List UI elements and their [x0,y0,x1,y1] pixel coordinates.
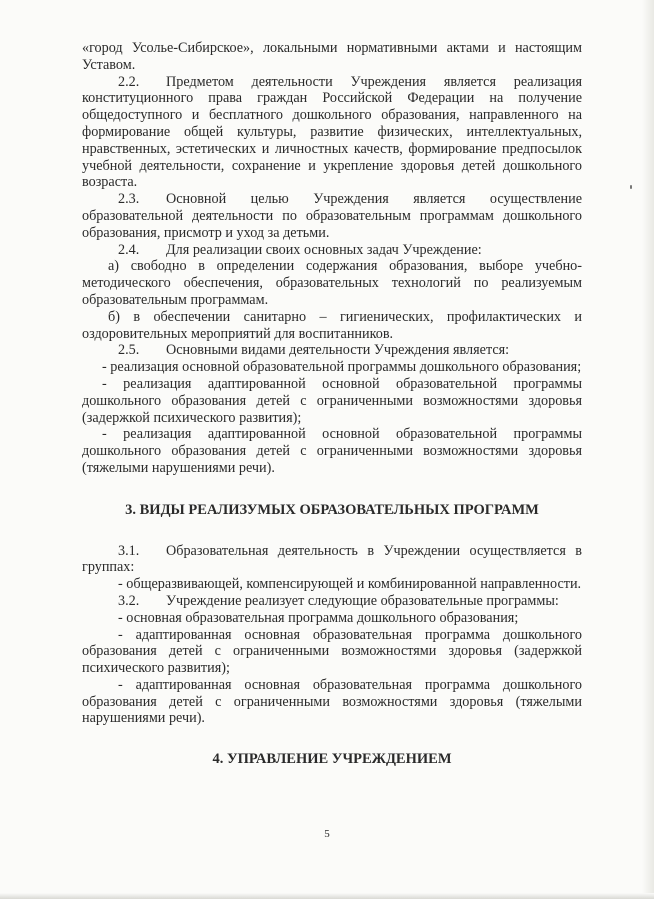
clause-text: Предметом деятельности Учреждения является реализация конституционного права граждан Российской Федерации на получение общедоступного и бесплатного дошкольного образования, направленного на формирование общей культуры, развитие физических, интеллектуальных, нравственных, эстетических и личностных качеств, формирование предпосылок учебной деятельности, сохранение и укрепление здоровья детей дошкольного возраста. [82,73,582,191]
clause-number: 2.5. [118,342,140,359]
intro-paragraph: «город Усолье-Сибирское», локальными нормативными актами и настоящим Уставом. [82,40,582,73]
clause-3-2-item-2: - адаптированная основная образовательная программа дошкольного образования детей с ограниченными возможностями здоровья (задержкой психического развития); [82,626,582,677]
section-3-title: 3. ВИДЫ РЕАЛИЗУМЫХ ОБРАЗОВАТЕЛЬНЫХ ПРОГРАММ [125,501,539,518]
clause-3-1 [82,543,582,577]
scan-edge-right [642,0,654,899]
clause-2-4-b: б) в обеспечении санитарно – гигиенических, профилактических и оздоровительных мероприятий для воспитанников. [82,308,582,342]
clause-2-2 [82,74,582,192]
page-number: 5 [324,828,330,840]
clause-number: 3.2. [118,592,140,609]
clause-2-5-item-1: - реализация основной образовательной программы дошкольного образования; [102,359,582,376]
clause-text: Основной целью Учреждения является осуществление образовательной деятельности по образовательным программам дошкольного образования, присмотр и уход за детьми. [82,191,582,241]
clause-text: Учреждение реализует следующие образовательные программы: [166,592,559,609]
clause-3-2-item-3: - адаптированная основная образовательная программа дошкольного образования детей с ограниченными возможностями здоровья (тяжелыми нарушениями речи). [82,676,582,727]
clause-number: 2.4. [118,241,140,258]
scan-edge-bottom [0,893,654,899]
clause-2-5 [82,342,582,359]
clause-3-2 [82,593,582,610]
clause-2-4 [82,242,582,259]
clause-number: 2.2. [118,73,140,90]
section-4-title: 4. УПРАВЛЕНИЕ УЧРЕЖДЕНИЕМ [212,751,452,768]
scan-speck [630,185,632,189]
clause-number: 2.3. [118,191,140,208]
clause-2-3 [82,191,582,241]
document-body [82,40,582,768]
clause-2-4-a: а) свободно в определении содержания образования, выборе учебно-методического обеспечения, образовательных технологий по реализуемым образовательным программам. [82,258,582,308]
clause-3-1-item-1: - общеразвивающей, компенсирующей и комбинированной направленности. [118,576,582,593]
clause-3-2-item-1: - основная образовательная программа дошкольного образования; [118,609,519,626]
clause-2-5-item-2: - реализация адаптированной основной образовательной программы дошкольного образования детей с ограниченными возможностями здоровья (задержкой психического развития); [82,375,582,426]
clause-text: Для реализации своих основных задач Учреждение: [166,241,482,258]
clause-text: Основными видами деятельности Учреждения является: [166,342,510,359]
clause-text: Образовательная деятельность в Учреждении осуществляется в группах: [82,542,582,576]
clause-2-5-item-3: - реализация адаптированной основной образовательной программы дошкольного образования детей с ограниченными возможностями здоровья (тяжелыми нарушениями речи). [82,426,582,476]
clause-number: 3.1. [118,542,140,559]
